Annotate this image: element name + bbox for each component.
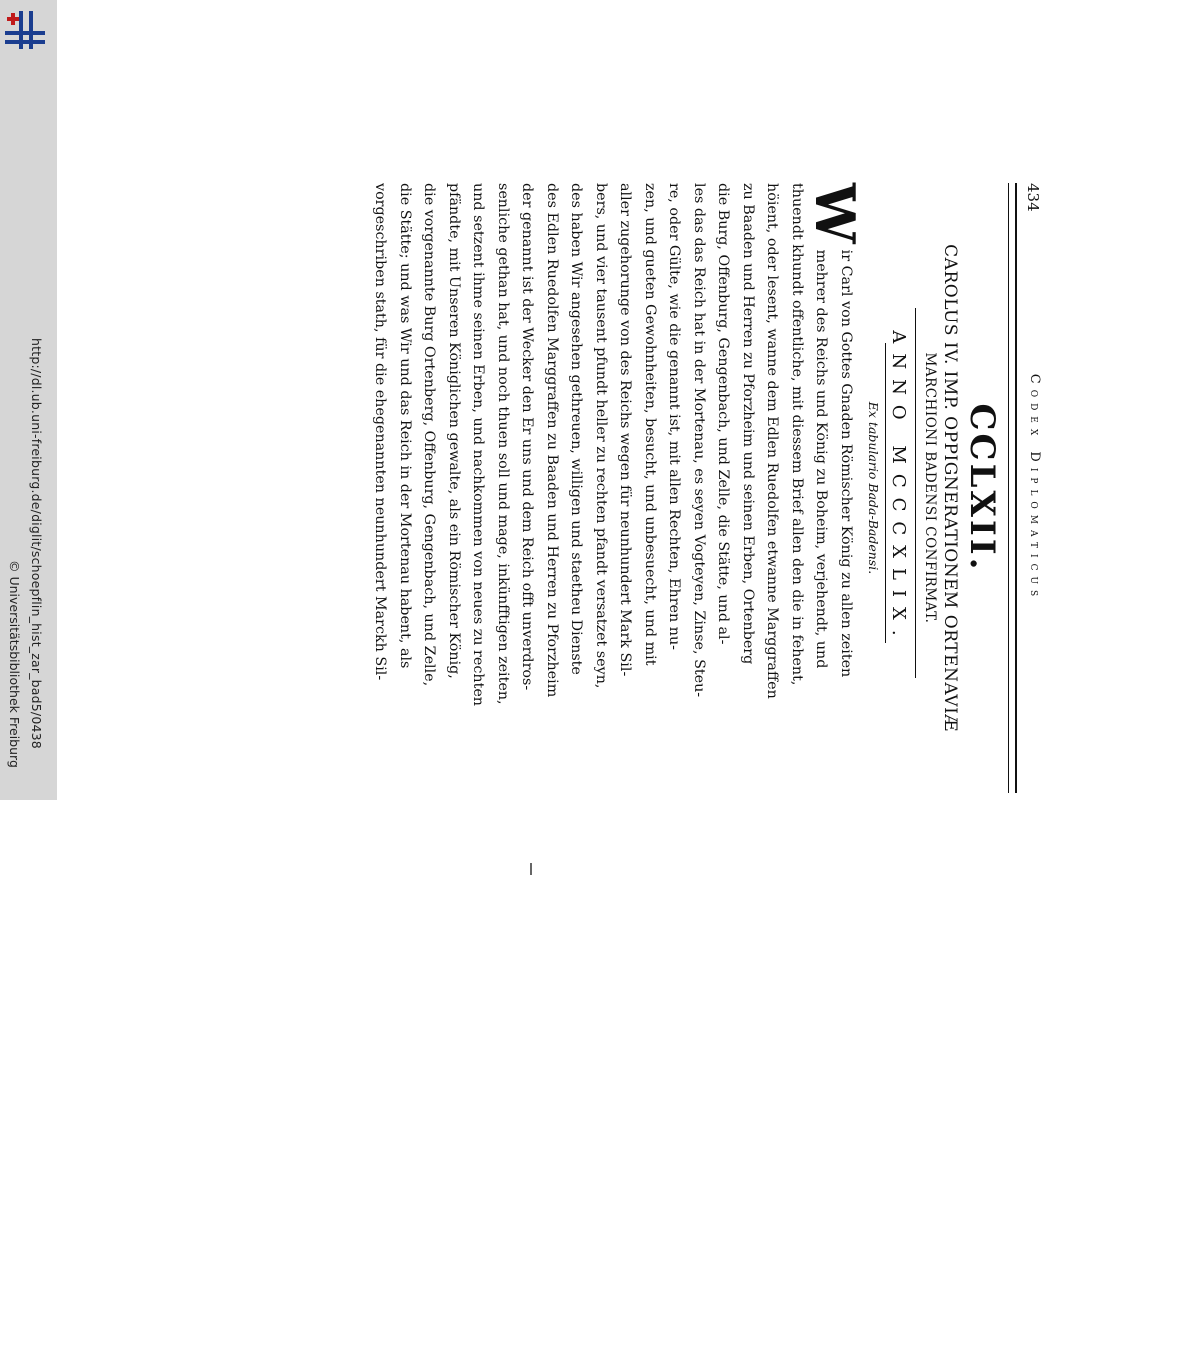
document-subtitle: MARCHIONI BADENSI CONFIRMAT. [922, 352, 938, 624]
body-line: der genannt ist der Wecker den Er uns und dem Reich offt unverdros- [519, 183, 536, 691]
body-line: zen, und gueten Gewohnheiten, besucht, und unbesuecht, und mit [642, 183, 658, 666]
library-logo-icon[interactable] [5, 9, 49, 51]
body-line: des Edlen Ruedolfen Marggraffen zu Baaden und Herren zu Pforzheim [544, 183, 560, 698]
body-line: senliche gethan hat, und noch thuen soll und mage, inkünfftigen zeiten, [495, 183, 511, 705]
body-line: mehrer des Reichs und König zu Boheim, verjehendt, und [813, 249, 830, 669]
body-line: die Stätte; und was Wir und das Reich in der Mortenau habent, als [397, 183, 413, 669]
document-title: CAROLUS IV. IMP. OPPIGNERATIONEM ORTENAVIÆ [940, 244, 960, 732]
body-line: die Burg, Offenburg, Gengenbach, und Zelle, die Stätte, und al- [715, 183, 732, 645]
body-line: ir Carl von Gottes Gnaden Römischer König zu allen zeiten [838, 249, 854, 678]
body-line: re, oder Gülte, wie die genannt ist, mit allen Rechten, Ehren nu- [666, 183, 683, 651]
body-line: les das das Reich hat in der Mortenau, es seyen Vogteyen, Zinse, Steu- [691, 183, 707, 698]
title-rule [915, 308, 916, 678]
body-line: des haben Wir angesehen gethreuen, willigen und staetheu Dienste [568, 183, 585, 675]
document-url[interactable]: http://dl.ub.uni-freiburg.de/diglit/schoepflin_hist_zar_bad5/0438 [29, 338, 44, 749]
body-line: die vorgenannte Burg Ortenberg, Offenburg, Gengenbach, und Zelle, [421, 183, 438, 687]
body-line: zu Baaden und Herren zu Pforzheim und seinen Erben, Ortenberg [740, 183, 756, 665]
body-line: vorgeschriben stath, für die ehegenannten neunhundert Marckh Sil- [372, 183, 389, 681]
year-rule [885, 343, 886, 643]
viewer-sidebar [0, 0, 57, 800]
body-line: bers, und vier tausent pfundt heller zu rechten pfandt versatzet seyn, [593, 183, 609, 689]
document-year: ANNO MCCCXLIX. [888, 330, 909, 646]
body-text [368, 183, 867, 793]
scanned-page [272, 183, 1042, 793]
page-header [1020, 183, 1042, 793]
document-number: CCLXII. [962, 403, 1002, 573]
ink-mark [530, 863, 532, 875]
page-number: 434 [1024, 183, 1042, 212]
body-line: pfändte, mit Unseren Königlichen gewalte, als ein Römischer König, [446, 183, 462, 679]
source-note: Ex tabulario Bada-Badensi. [866, 401, 881, 575]
running-head: Codex Diplomaticus [1027, 373, 1042, 603]
body-line: höient, oder lesent, wanne dem Edlen Ruedolfen etwanne Marggraffen [764, 183, 781, 699]
copyright-notice: © Universitätsbibliothek Freiburg [7, 560, 22, 768]
header-rule [1008, 183, 1017, 793]
body-line: aller zugehorunge von des Reichs wegen für neunhundert Mark Sil- [617, 183, 634, 677]
drop-cap: W [803, 183, 867, 244]
body-line: und setzent ihme seinen Erben, und nachkommen von neues zu rechten [470, 183, 487, 706]
body-line: thuendt khundt offentliche, mit diessem Brief allen den die in fehent, [789, 183, 805, 686]
